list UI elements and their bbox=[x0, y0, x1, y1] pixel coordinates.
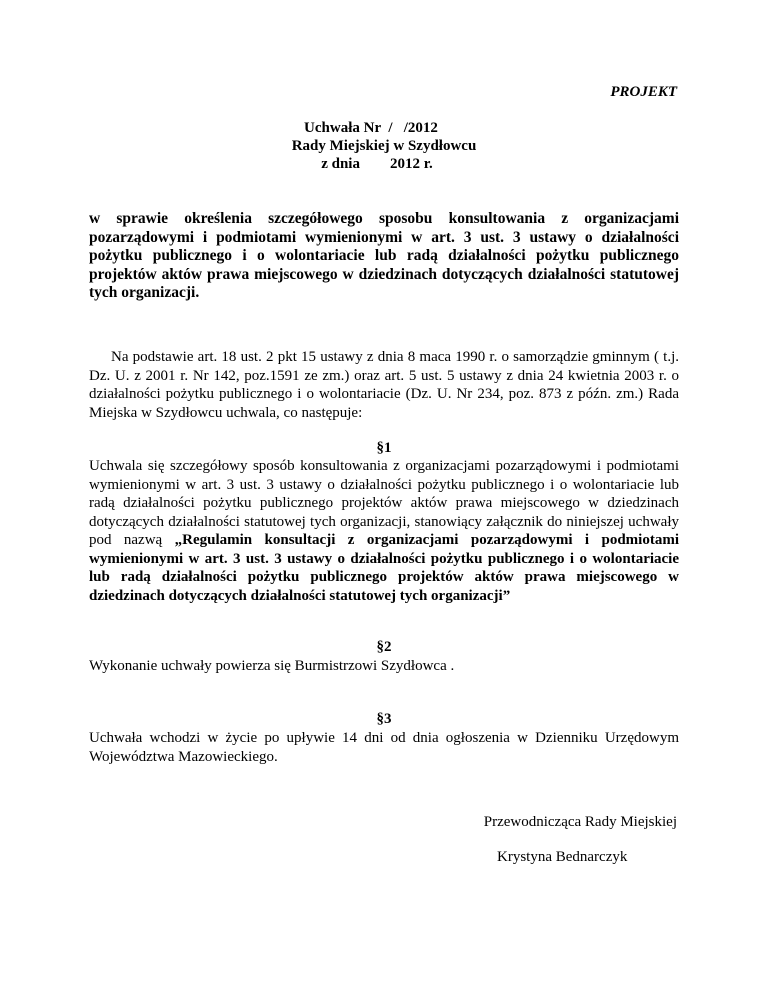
signature-name: Krystyna Bednarczyk bbox=[497, 849, 628, 865]
section-1-text-regular: Uchwala się szczegółowy sposób konsultowania z organizacjami pozarządowymi i podmiotami wymienionymi w art. 3 ust. 3 ustawy o działalności pożytku publicznego i o wolontariacie lub radą działalności pożytku publicznego projektów aktów prawa miejscowego w dziedzinach dotyczących działalności statutowej tych organizacji, stanowiący załącznik do niniejszej uchwały pod nazwą bbox=[89, 458, 679, 548]
resolution-date: z dnia 2012 r. bbox=[321, 156, 433, 172]
resolution-title bbox=[0, 119, 768, 173]
section-3-text: Uchwała wchodzi w życie po upływie 14 dni od dnia ogłoszenia w Dzienniku Urzędowym Województwa Mazowieckiego. bbox=[89, 730, 679, 765]
resolution-subject: w sprawie określenia szczegółowego sposobu konsultowania z organizacjami pozarządowymi i podmiotami wymienionymi w art. 3 ust. 3 ustawy o działalności pożytku publicznego i o wolontariacie lub radą działalności pożytku publicznego projektów aktów prawa miejscowego w dziedzinach dotyczących działalności statutowej tych organizacji. bbox=[89, 210, 679, 301]
section-3-heading: §3 bbox=[376, 711, 392, 727]
section-2-heading: §2 bbox=[376, 639, 392, 655]
section-1-text bbox=[89, 457, 679, 605]
signature-role: Przewodnicząca Rady Miejskiej bbox=[483, 814, 677, 830]
draft-status-label: PROJEKT bbox=[610, 84, 677, 100]
section-1-text-bold: „Regulamin konsultacji z organizacjami pozarządowymi i podmiotami wymienionymi w art. 3 ust. 3 ustawy o działalności pożytku publicznego i o wolontariacie lub radą działalności pożytku publicznego projektów aktów prawa miejscowego w dziedzinach dotyczących działalności statutowej tych organizacji” bbox=[89, 532, 679, 604]
section-1-heading: §1 bbox=[376, 440, 392, 456]
resolution-council: Rady Miejskiej w Szydłowcu bbox=[291, 138, 477, 154]
section-2-text: Wykonanie uchwały powierza się Burmistrzowi Szydłowca . bbox=[89, 658, 455, 674]
resolution-preamble: Na podstawie art. 18 ust. 2 pkt 15 ustawy z dnia 8 maca 1990 r. o samorządzie gminnym ( t.j. Dz. U. z 2001 r. Nr 142, poz.1591 ze zm.) oraz art. 5 ust. 5 ustawy z dnia 24 kwietnia 2003 r. o działalności pożytku publicznego i o wolontariacie (Dz. U. Nr 234, poz. 873 z późn. zm.) Rada Miejska w Szydłowcu uchwala, co następuje: bbox=[89, 349, 679, 421]
resolution-number: Uchwała Nr / /2012 bbox=[304, 120, 438, 136]
